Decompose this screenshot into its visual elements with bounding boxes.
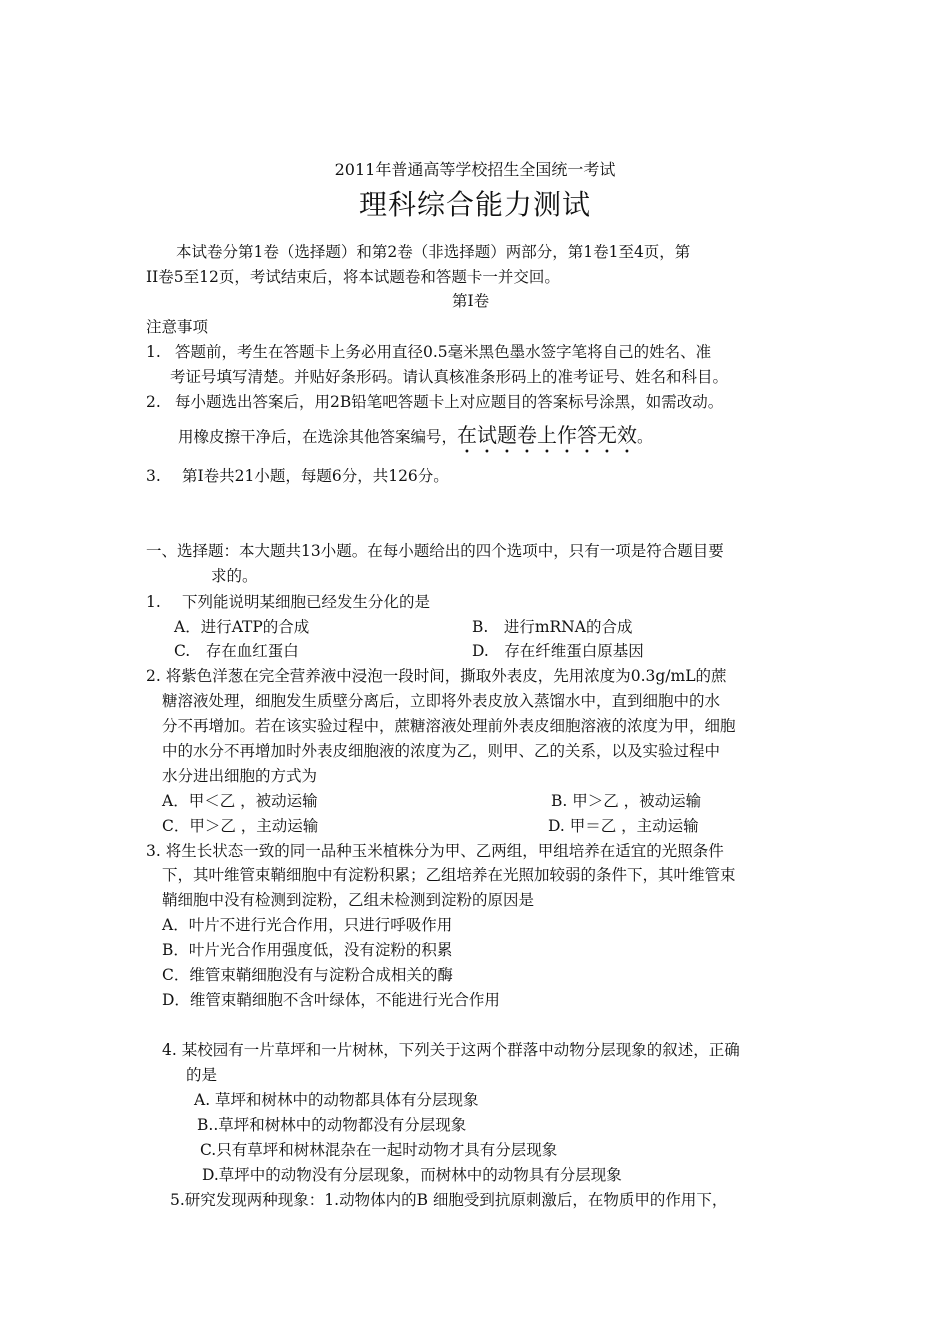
q2-option-c: C．甲＞乙 ，主动运输 (162, 817, 319, 835)
q2-line-3: 分不再增加。若在该实验过程中，蔗糖溶液处理前外表皮细胞溶液的浓度为甲，细胞 (162, 717, 736, 735)
intro-line-1: 本试卷分第1卷（选择题）和第2卷（非选择题）两部分，第1卷1至4页，第 (176, 243, 691, 261)
note-2-line-2-text: 用橡皮擦干净后，在选涂其他答案编号， (178, 428, 458, 446)
note-3-text: 第I卷共21小题，每题6分，共126分。 (182, 467, 449, 485)
q1-option-d: D. 存在纤维蛋白原基因 (472, 642, 644, 660)
q1-option-c: C. 存在血红蛋白 (174, 642, 299, 660)
q2-option-d: D. 甲＝乙 ，主动运输 (548, 817, 699, 835)
q4-line-1: 4. 某校园有一片草坪和一片树林，下列关于这两个群落中动物分层现象的叙述，正确 (162, 1041, 740, 1059)
note-1-line-1: 答题前，考生在答题卡上务必用直径0.5毫米黑色墨水签字笔将自己的姓名、准 (175, 343, 712, 361)
q4-line-2: 的是 (186, 1066, 218, 1084)
note-2-line-2-end: 。 (637, 428, 653, 446)
q2-option-b: B. 甲＞乙 ，被动运输 (551, 792, 702, 810)
note-1-number: 1. (146, 343, 161, 361)
q4-option-d: D.草坪中的动物没有分层现象，而树林中的动物具有分层现象 (202, 1166, 622, 1184)
q1-number: 1. (146, 593, 161, 611)
note-2-number: 2. (146, 393, 161, 411)
exam-title: 2011年普通高等学校招生全国统一考试 (334, 160, 616, 179)
q1-stem: 下列能说明某细胞已经发生分化的是 (182, 593, 431, 611)
q3-option-b: B．叶片光合作用强度低，没有淀粉的积累 (162, 941, 453, 959)
q4-option-a: A. 草坪和树林中的动物都具体有分层现象 (194, 1091, 479, 1109)
q3-line-1: 3. 将生长状态一致的同一品种玉米植株分为甲、乙两组，甲组培养在适宜的光照条件 (146, 842, 724, 860)
q2-line-4: 中的水分不再增加时外表皮细胞液的浓度为乙，则甲、乙的关系，以及实验过程中 (162, 742, 721, 760)
q3-option-d: D．维管束鞘细胞不含叶绿体，不能进行光合作用 (162, 991, 500, 1009)
note-3-number: 3. (146, 467, 161, 485)
q5-line-1: 5.研究发现两种现象：1.动物体内的B 细胞受到抗原刺激后，在物质甲的作用下， (170, 1191, 728, 1209)
q2-line-2: 糖溶液处理，细胞发生质壁分离后，立即将外表皮放入蒸馏水中，直到细胞中的水 (162, 692, 721, 710)
q1-option-b: B. 进行mRNA的合成 (472, 618, 633, 636)
q1-option-a: A．进行ATP的合成 (174, 618, 310, 636)
notes-heading: 注意事项 (146, 318, 209, 336)
q2-line-5: 水分进出细胞的方式为 (162, 767, 318, 785)
note-2-line-2 (178, 423, 653, 458)
q4-option-c: C.只有草坪和树林混杂在一起时动物才具有分层现象 (200, 1141, 558, 1159)
q3-line-2: 下，其叶维管束鞘细胞中有淀粉积累；乙组培养在光照加较弱的条件下，其叶维管束 (162, 866, 736, 884)
q3-line-3: 鞘细胞中没有检测到淀粉，乙组未检测到淀粉的原因是 (162, 891, 535, 909)
q3-option-a: A．叶片不进行光合作用，只进行呼吸作用 (162, 916, 453, 934)
q3-option-c: C．维管束鞘细胞没有与淀粉合成相关的酶 (162, 966, 453, 984)
q4-option-b: B..草坪和树林中的动物都没有分层现象 (197, 1116, 467, 1134)
q2-option-a: A．甲＜乙 ，被动运输 (162, 792, 318, 810)
section-heading-line-1: 一、选择题：本大题共13小题。在每小题给出的四个选项中，只有一项是符合题目要 (146, 542, 724, 560)
q2-line-1: 2. 将紫色洋葱在完全营养液中浸泡一段时间，撕取外表皮，先用浓度为0.3g/mL的蔗 (146, 667, 727, 685)
section-heading-line-2: 求的。 (211, 567, 258, 585)
note-1-line-2: 考证号填写清楚。并贴好条形码。请认真核准条形码上的准考证号、姓名和科目。 (170, 368, 729, 386)
intro-line-2: II卷5至12页，考试结束后，将本试题卷和答题卡一并交回。 (146, 268, 560, 286)
part-title: 第I卷 (452, 292, 490, 310)
exam-subtitle: 理科综合能力测试 (358, 188, 591, 221)
note-2-line-1: 每小题选出答案后，用2B铅笔吧答题卡上对应题目的答案标号涂黑，如需改动。 (175, 393, 724, 411)
note-2-emphasis: 在试题卷上作答无效 (457, 423, 638, 447)
